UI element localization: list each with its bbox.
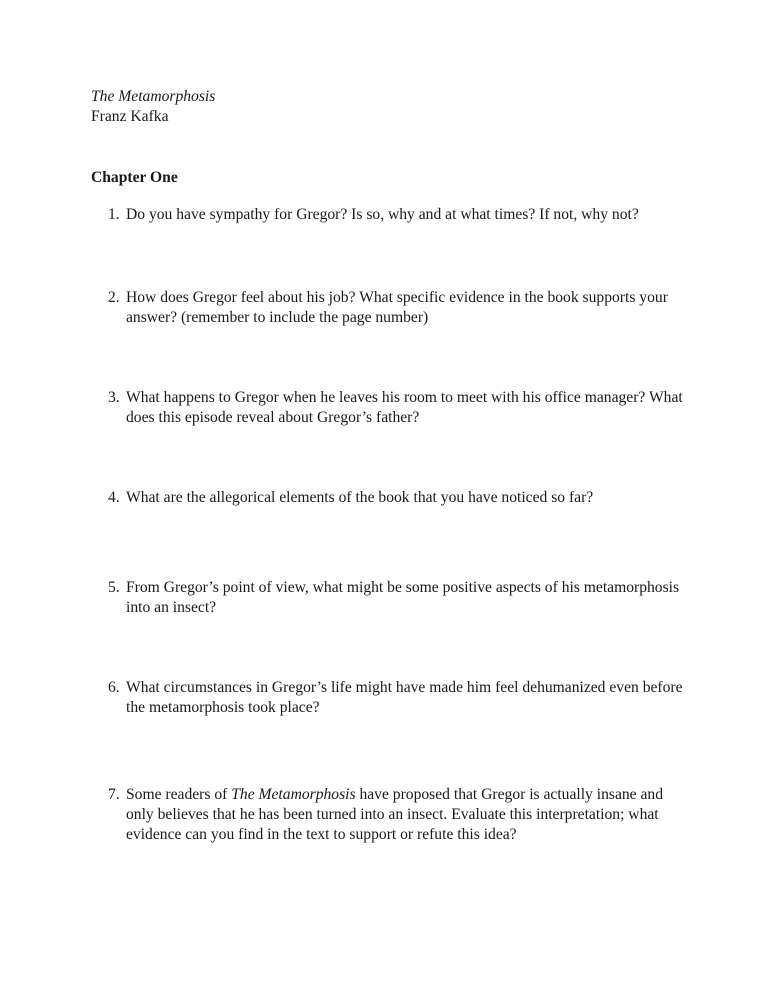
question-number: 7. (108, 786, 120, 803)
question-3 (108, 388, 688, 428)
question-number: 2. (108, 289, 120, 306)
question-text-before: Some readers of (126, 786, 232, 803)
book-title: The Metamorphosis (91, 88, 216, 105)
question-text (126, 785, 688, 845)
question-text: What happens to Gregor when he leaves his room to meet with his office manager? What does this episode reveal about Gregor’s father? (126, 389, 683, 426)
question-number: 6. (108, 679, 120, 696)
question-text: How does Gregor feel about his job? What specific evidence in the book supports your answer? (remember to include the page number) (126, 289, 668, 326)
question-text: Do you have sympathy for Gregor? Is so, why and at what times? If not, why not? (126, 206, 639, 223)
question-text: From Gregor’s point of view, what might be some positive aspects of his metamorphosis into an insect? (126, 579, 680, 616)
chapter-heading: Chapter One (91, 169, 178, 186)
book-title-reference: The Metamorphosis (231, 786, 356, 803)
question-6 (108, 678, 688, 718)
question-number: 1. (108, 206, 120, 223)
question-7 (108, 785, 688, 845)
question-text-after: have proposed that Gregor is actually insane and only believes that he has been turned into an insect. Evaluate this interpretation; what evidence can you find in the text to support or refute this idea? (126, 786, 664, 843)
question-number: 5. (108, 579, 120, 596)
question-4 (108, 488, 688, 508)
question-5 (108, 578, 688, 618)
book-author: Franz Kafka (91, 108, 169, 125)
question-2 (108, 288, 688, 328)
question-number: 4. (108, 489, 120, 506)
question-number: 3. (108, 389, 120, 406)
question-text: What circumstances in Gregor’s life might have made him feel dehumanized even before the metamorphosis took place? (126, 679, 683, 716)
question-text: What are the allegorical elements of the book that you have noticed so far? (126, 489, 594, 506)
question-1 (108, 205, 688, 225)
